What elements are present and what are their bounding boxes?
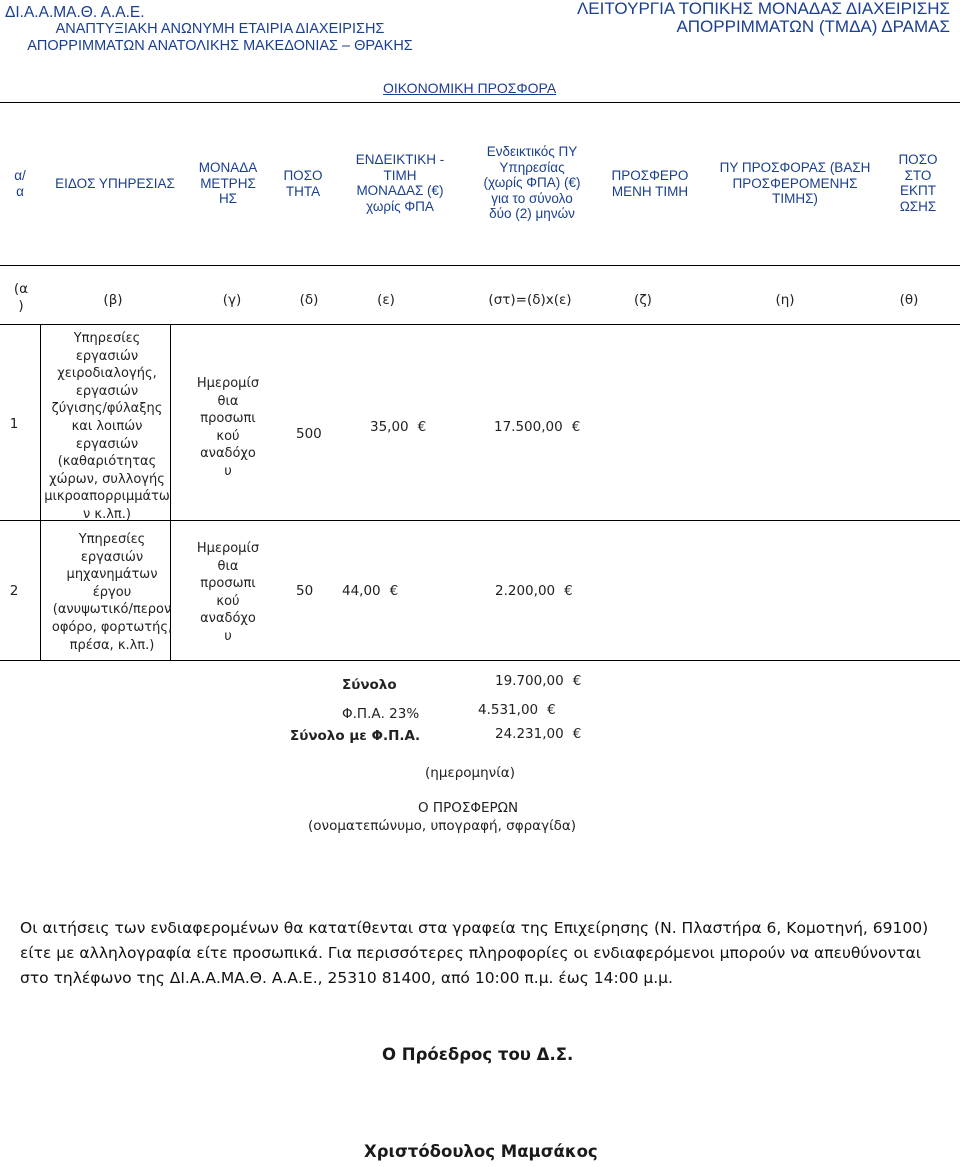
- header-offered-price: ΠΡΟΣΦΕΡΟ ΜΕΝΗ ΤΙΜΗ: [611, 168, 689, 199]
- row-number: 1: [9, 416, 19, 432]
- company-short-name: ΔΙ.Α.Α.ΜΑ.Θ. Α.Α.Ε.: [5, 4, 145, 21]
- header-serial: α/ α: [14, 168, 26, 199]
- vat-value: 4.531,00 €: [478, 702, 556, 718]
- company-full-name-line1: ΑΝΑΠΤΥΞΙΑΚΗ ΑΝΩΝΥΜΗ ΕΤΑΙΡΙΑ ΔΙΑΧΕΙΡΙΣΗΣ: [55, 21, 385, 37]
- sum-value: 19.700,00 €: [495, 673, 582, 689]
- budget-value: 2.200,00 €: [495, 583, 573, 599]
- offeror-label: Ο ΠΡΟΣΦΕΡΩΝ: [418, 800, 519, 816]
- header-discount: ΠΟΣΟ ΣΤΟ ΕΚΠΤ ΩΣΗΣ: [898, 152, 938, 214]
- project-header: [430, 0, 950, 36]
- quantity: 50: [296, 583, 314, 599]
- index-e: (ε): [377, 292, 395, 308]
- header-offer-budget: ΠΥ ΠΡΟΣΦΟΡΑΣ (ΒΑΣΗ ΠΡΟΣΦΕΡΟΜΕΝΗΣ ΤΙΜΗΣ): [719, 160, 871, 206]
- offeror-note: (ονοματεπώνυμο, υπογραφή, σφραγίδα): [308, 818, 577, 834]
- table-index-divider: [0, 324, 960, 325]
- header-service-type: ΕΙΔΟΣ ΥΠΗΡΕΣΙΑΣ: [55, 176, 175, 191]
- index-st: (στ)=(δ)x(ε): [488, 292, 572, 308]
- header-unit-price: ΕΝΔΕΙΚΤΙΚΗ - ΤΙΜΗ ΜΟΝΑΔΑΣ (€) χωρίς ΦΠΑ: [355, 152, 445, 214]
- header-quantity: ΠΟΣΟ ΤΗΤΑ: [283, 168, 323, 199]
- header-budget: Ενδεικτικός ΠΥ Υπηρεσίας (χωρίς ΦΠΑ) (€) για το σύνολο δύο (2) μηνών: [483, 144, 581, 221]
- index-d: (δ): [299, 292, 319, 308]
- index-c: (γ): [222, 292, 242, 308]
- president-title: Ο Πρόεδρος του Δ.Σ.: [382, 1045, 574, 1064]
- unit-price: 44,00 €: [342, 583, 399, 599]
- table-col-divider-1: [40, 324, 41, 660]
- service-description: Υπηρεσίες εργασιών χειροδιαλογής, εργασιών ζύγισης/φύλαξης και λοιπών εργασιών (καθαριότητας χώρων, συλλογής μικροαπορριμμάτω ν κ.λπ.): [44, 331, 170, 522]
- total-label: Σύνολο με Φ.Π.Α.: [290, 728, 421, 744]
- row-number: 2: [9, 583, 19, 599]
- index-h: (η): [775, 292, 795, 308]
- vat-label: Φ.Π.Α. 23%: [342, 706, 420, 722]
- date-placeholder: (ημερομηνία): [425, 765, 515, 781]
- table-border-bottom: [0, 660, 960, 661]
- service-description: Υπηρεσίες εργασιών μηχανημάτων έργου (ανυψωτικό/περον οφόρο, φορτωτής, πρέσα, κ.λπ.): [51, 532, 173, 653]
- contact-paragraph: Οι αιτήσεις των ενδιαφερομένων θα κατατίθενται στα γραφεία της Επιχείρησης (Ν. Πλαστήρα 6, Κομοτηνή, 69100) είτε με αλληλογραφία είτε προσωπικά. Για περισσότερες πληροφορίες οι ενδιαφερόμενοι μπορούν να απευθύνονται στο τηλέφωνο της ΔΙ.Α.Α.ΜΑ.Θ. Α.Α.Ε., 25310 81400, από 10:00 π.μ. έως 14:00 μ.μ.: [20, 919, 929, 987]
- table-border-top: [0, 102, 960, 103]
- index-z: (ζ): [634, 292, 652, 308]
- company-full-name-line2: ΑΠΟΡΡΙΜΜΑΤΩΝ ΑΝΑΤΟΛΙΚΗΣ ΜΑΚΕΔΟΝΙΑΣ – ΘΡΑΚΗΣ: [27, 38, 413, 54]
- unit-of-measure: Ημερομίσ θια προσωπι κού αναδόχο υ: [196, 376, 260, 479]
- quantity: 500: [296, 426, 322, 442]
- offer-title: ΟΙΚΟΝΟΜΙΚΗ ΠΡΟΣΦΟΡΑ: [383, 80, 557, 96]
- total-value: 24.231,00 €: [495, 726, 582, 742]
- index-a: (α ): [13, 281, 29, 314]
- unit-price: 35,00 €: [370, 419, 427, 435]
- project-title-line2: ΑΠΟΡΡΙΜΜΑΤΩΝ (ΤΜΔΑ) ΔΡΑΜΑΣ: [676, 17, 950, 36]
- unit-of-measure: Ημερομίσ θια προσωπι κού αναδόχο υ: [196, 541, 260, 644]
- index-b: (β): [103, 292, 123, 308]
- index-th: (θ): [899, 292, 919, 308]
- table-header-divider: [0, 265, 960, 266]
- sum-label: Σύνολο: [342, 677, 397, 693]
- company-header: [0, 4, 440, 55]
- project-title-line1: ΛΕΙΤΟΥΡΓΙΑ ΤΟΠΙΚΗΣ ΜΟΝΑΔΑΣ ΔΙΑΧΕΙΡΙΣΗΣ: [576, 0, 950, 18]
- budget-value: 17.500,00 €: [494, 419, 581, 435]
- header-unit: ΜΟΝΑΔΑ ΜΕΤΡΗΣ ΗΣ: [198, 160, 258, 206]
- president-name: Χριστόδουλος Μαμσάκος: [364, 1142, 598, 1161]
